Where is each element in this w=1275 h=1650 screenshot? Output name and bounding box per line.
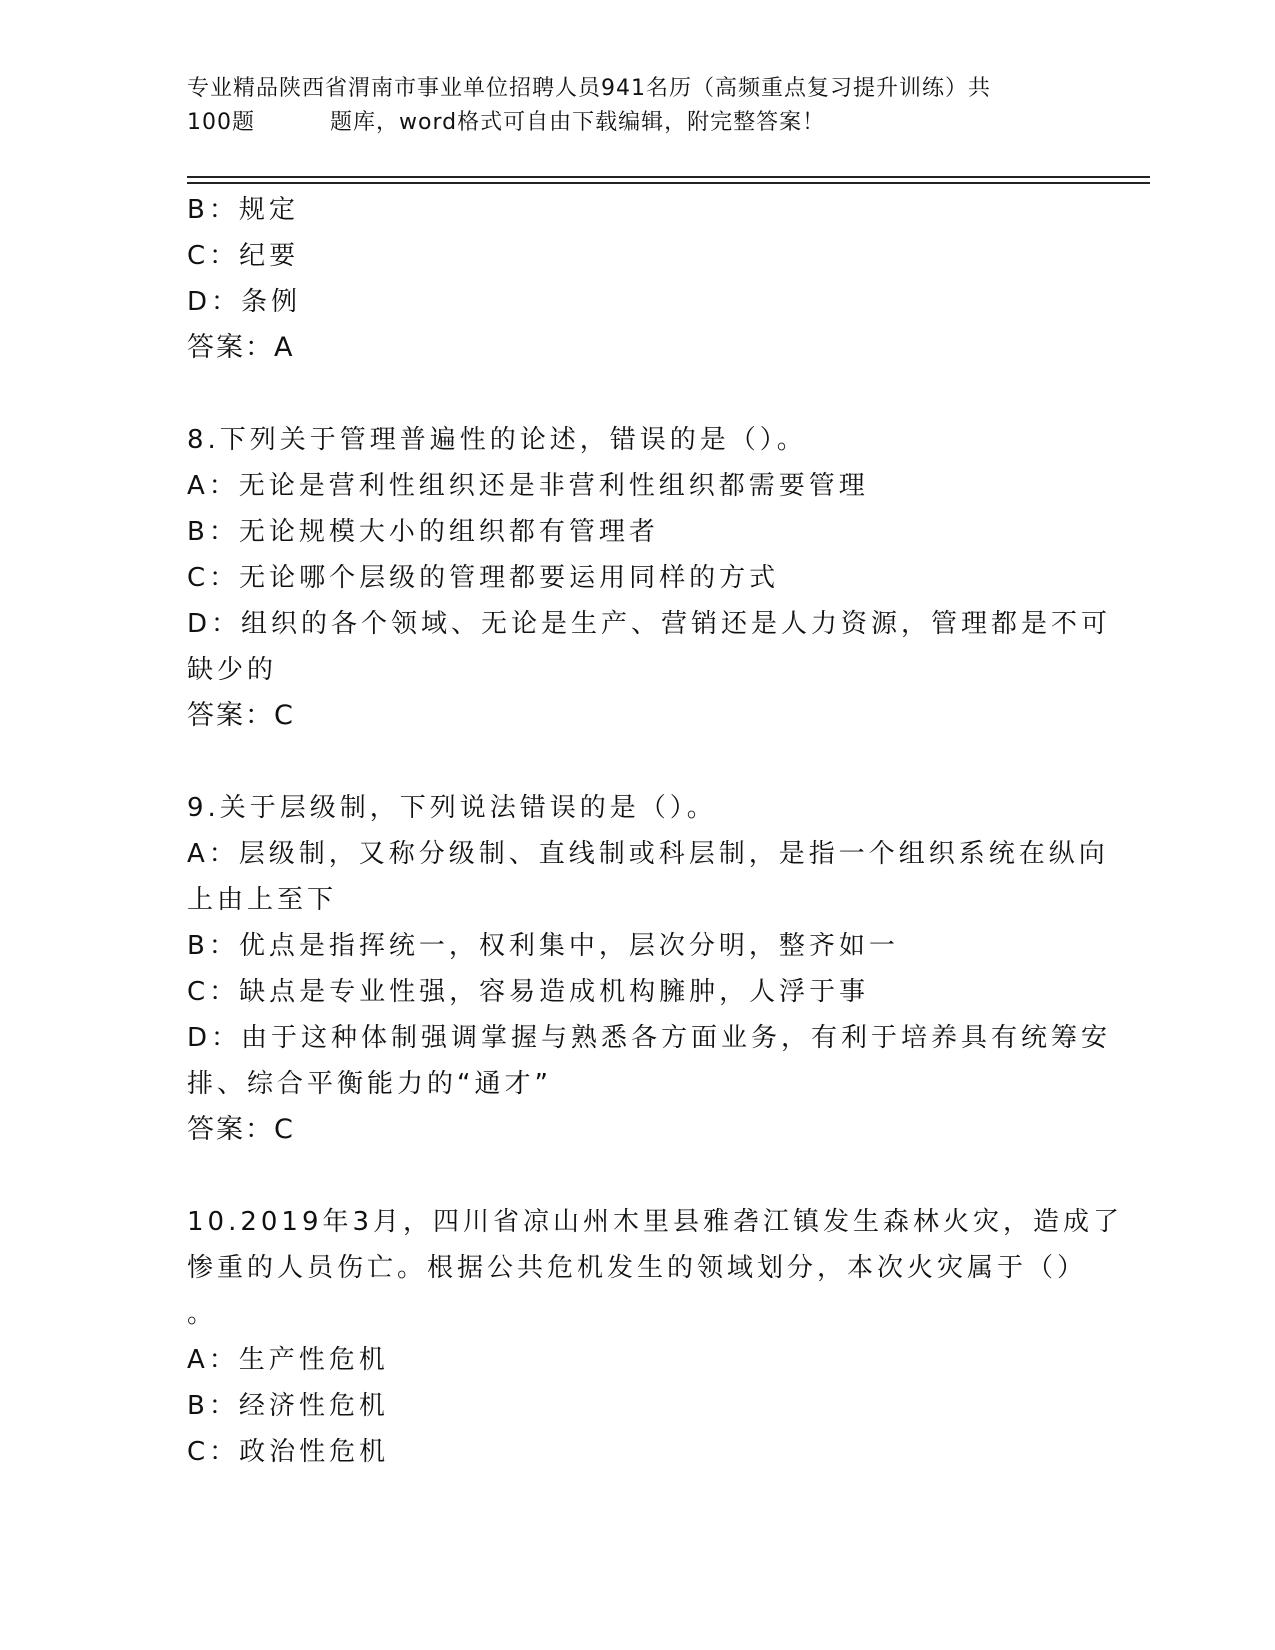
header-divider-top: [187, 176, 1150, 178]
q9-option-a-line-1: A：层级制，又称分级制、直线制或科层制，是指一个组织系统在纵向: [187, 839, 1109, 869]
q9-answer: 答案：C: [187, 1114, 295, 1145]
q9-stem: 9.关于层级制，下列说法错误的是（）。: [187, 793, 717, 823]
q7-answer: 答案：A: [187, 332, 295, 363]
q9-option-d-line-1: D：由于这种体制强调掌握与熟悉各方面业务，有利于培养具有统筹安: [187, 1023, 1112, 1053]
document-header: [187, 72, 1087, 140]
header-line-2-right: 题库，word格式可自由下载编辑，附完整答案！: [330, 110, 826, 135]
q8-option-d-line-2: 缺少的: [187, 655, 278, 685]
q9-option-c: C：缺点是专业性强，容易造成机构臃肿，人浮于事: [187, 977, 870, 1007]
q7-option-b: B：规定: [187, 195, 299, 225]
q10-stem-line-3: 。: [187, 1299, 218, 1329]
q8-stem: 8.下列关于管理普遍性的论述，错误的是（）。: [187, 425, 807, 455]
header-line-2: [187, 106, 1087, 140]
q10-stem-line-2: 惨重的人员伤亡。根据公共危机发生的领域划分，本次火灾属于（）: [187, 1253, 1088, 1283]
question-content: [187, 187, 1124, 1475]
header-divider-bottom: [187, 182, 1150, 184]
header-line-1: 专业精品陕西省渭南市事业单位招聘人员941名历（高频重点复习提升训练）共: [187, 76, 991, 101]
q10-option-c: C：政治性危机: [187, 1437, 390, 1467]
q8-option-d-line-1: D：组织的各个领域、无论是生产、营销还是人力资源，管理都是不可: [187, 609, 1112, 639]
q8-option-a: A：无论是营利性组织还是非营利性组织都需要管理: [187, 471, 869, 501]
q10-stem-line-1: 10.2019年3月，四川省凉山州木里县雅砻江镇发生森林火灾，造成了: [187, 1207, 1124, 1237]
q8-option-b: B：无论规模大小的组织都有管理者: [187, 517, 659, 547]
header-line-2-left: 100题: [187, 110, 255, 135]
q8-answer: 答案：C: [187, 700, 295, 731]
q7-option-c: C：纪要: [187, 241, 300, 271]
q7-option-d: D：条例: [187, 287, 302, 317]
q8-option-c: C：无论哪个层级的管理都要运用同样的方式: [187, 563, 780, 593]
q9-option-b: B：优点是指挥统一，权利集中，层次分明，整齐如一: [187, 931, 899, 961]
q9-option-a-line-2: 上由上至下: [187, 885, 338, 915]
q9-option-d-line-2: 排、综合平衡能力的“通才”: [187, 1069, 552, 1099]
q10-option-b: B：经济性危机: [187, 1391, 389, 1421]
q10-option-a: A：生产性危机: [187, 1345, 389, 1375]
